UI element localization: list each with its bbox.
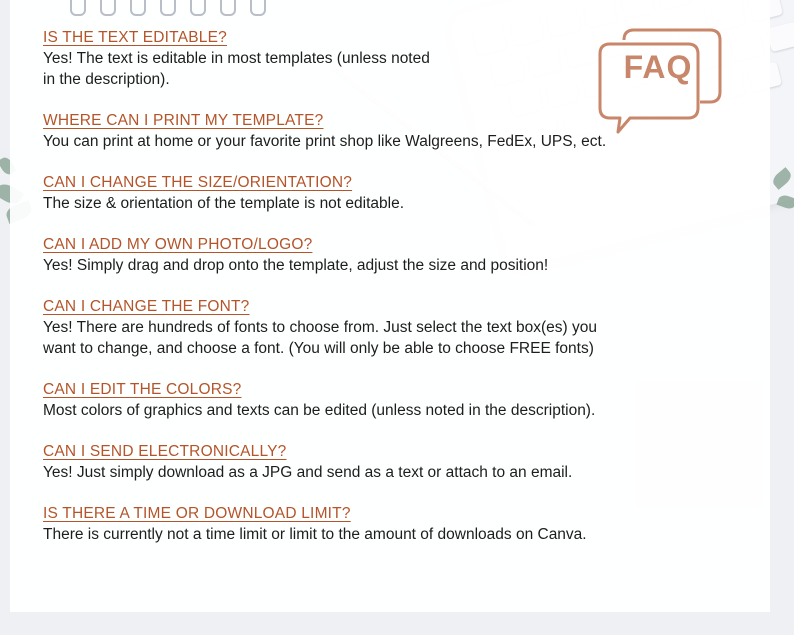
faq-item bbox=[43, 380, 763, 421]
faq-question: CAN I CHANGE THE FONT? bbox=[43, 298, 250, 315]
faq-answer-line: Yes! There are hundreds of fonts to choose from. Just select the text box(es) you bbox=[43, 319, 597, 336]
faq-item bbox=[43, 111, 763, 152]
faq-answer-line: You can print at home or your favorite print shop like Walgreens, FedEx, UPS, ect. bbox=[43, 133, 607, 150]
faq-answer-line: The size & orientation of the template is not editable. bbox=[43, 195, 405, 212]
faq-list bbox=[43, 28, 763, 545]
faq-question: CAN I EDIT THE COLORS? bbox=[43, 381, 242, 398]
faq-item bbox=[43, 442, 763, 483]
faq-item bbox=[43, 28, 763, 90]
faq-question: CAN I ADD MY OWN PHOTO/LOGO? bbox=[43, 236, 313, 253]
faq-question: WHERE CAN I PRINT MY TEMPLATE? bbox=[43, 112, 324, 129]
faq-question: CAN I CHANGE THE SIZE/ORIENTATION? bbox=[43, 174, 353, 191]
faq-item bbox=[43, 173, 763, 214]
faq-answer-line: Yes! The text is editable in most templates (unless noted bbox=[43, 50, 430, 67]
faq-question: IS THE TEXT EDITABLE? bbox=[43, 29, 227, 46]
faq-item bbox=[43, 504, 763, 545]
faq-answer-line: Yes! Just simply download as a JPG and send as a text or attach to an email. bbox=[43, 464, 573, 481]
faq-answer-line: Yes! Simply drag and drop onto the template, adjust the size and position! bbox=[43, 257, 549, 274]
faq-question: CAN I SEND ELECTRONICALLY? bbox=[43, 443, 287, 460]
faq-question: IS THERE A TIME OR DOWNLOAD LIMIT? bbox=[43, 505, 351, 522]
faq-answer-line: want to change, and choose a font. (You will only be able to choose FREE fonts) bbox=[43, 340, 594, 357]
faq-item bbox=[43, 297, 763, 359]
faq-badge-label: FAQ bbox=[623, 49, 693, 85]
faq-answer-line: in the description). bbox=[43, 71, 170, 88]
faq-answer-line: There is currently not a time limit or limit to the amount of downloads on Canva. bbox=[43, 526, 587, 543]
faq-answer-line: Most colors of graphics and texts can be edited (unless noted in the description). bbox=[43, 402, 596, 419]
faq-item bbox=[43, 235, 763, 276]
